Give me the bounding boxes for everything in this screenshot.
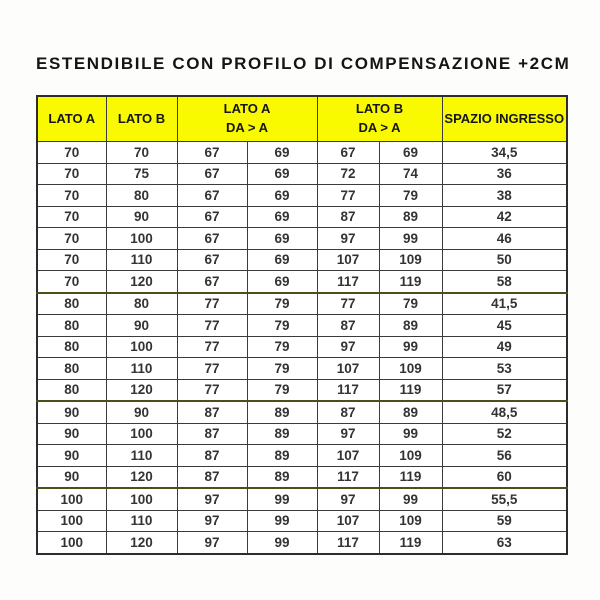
table-row [37, 488, 567, 510]
table-cell: 120 [106, 271, 177, 293]
table-cell: 67 [177, 163, 247, 185]
table-cell: 90 [37, 466, 106, 488]
table-cell: 70 [37, 206, 106, 228]
size-table [36, 95, 568, 555]
table-cell: 74 [379, 163, 442, 185]
header-lato-a-label: LATO A [48, 110, 96, 126]
table-row [37, 336, 567, 358]
table-row [37, 206, 567, 228]
table-cell: 50 [442, 249, 567, 271]
table-cell: 117 [317, 379, 379, 401]
table-cell: 107 [317, 445, 379, 467]
header-lato-a-range-line1: LATO A [223, 101, 271, 117]
table-cell: 110 [106, 510, 177, 532]
table-cell: 80 [37, 293, 106, 315]
table-cell: 119 [379, 379, 442, 401]
table-cell: 100 [106, 488, 177, 510]
table-cell: 90 [106, 401, 177, 423]
table-cell: 69 [247, 206, 317, 228]
table-cell: 87 [317, 315, 379, 337]
table-cell: 120 [106, 532, 177, 554]
table-cell: 79 [379, 185, 442, 207]
table-cell: 87 [177, 466, 247, 488]
table-row [37, 315, 567, 337]
table-cell: 67 [177, 142, 247, 164]
table-cell: 79 [247, 315, 317, 337]
table-header [37, 96, 567, 142]
table-cell: 36 [442, 163, 567, 185]
table-cell: 59 [442, 510, 567, 532]
table-cell: 58 [442, 271, 567, 293]
table-cell: 72 [317, 163, 379, 185]
table-cell: 79 [247, 336, 317, 358]
table-row [37, 293, 567, 315]
table-cell: 69 [247, 228, 317, 250]
table-row [37, 532, 567, 554]
table-cell: 34,5 [442, 142, 567, 164]
table-cell: 89 [247, 401, 317, 423]
table-cell: 117 [317, 466, 379, 488]
table-cell: 100 [37, 532, 106, 554]
table-cell: 89 [247, 423, 317, 445]
table-cell: 63 [442, 532, 567, 554]
table-cell: 41,5 [442, 293, 567, 315]
table-cell: 80 [37, 336, 106, 358]
table-cell: 60 [442, 466, 567, 488]
table-cell: 117 [317, 271, 379, 293]
table-cell: 97 [177, 510, 247, 532]
table-cell: 67 [177, 228, 247, 250]
table-cell: 80 [106, 185, 177, 207]
header-lato-b-label: LATO B [117, 110, 166, 126]
table-cell: 57 [442, 379, 567, 401]
table-cell: 67 [317, 142, 379, 164]
table-row [37, 185, 567, 207]
table-row [37, 510, 567, 532]
table-cell: 77 [177, 336, 247, 358]
table-cell: 80 [37, 379, 106, 401]
table-cell: 55,5 [442, 488, 567, 510]
table-cell: 42 [442, 206, 567, 228]
table-cell: 109 [379, 510, 442, 532]
table-cell: 90 [106, 315, 177, 337]
table-cell: 38 [442, 185, 567, 207]
table-cell: 119 [379, 466, 442, 488]
table-cell: 109 [379, 249, 442, 271]
table-row [37, 401, 567, 423]
table-cell: 77 [177, 293, 247, 315]
table-cell: 90 [37, 401, 106, 423]
table-row [37, 358, 567, 380]
table-cell: 52 [442, 423, 567, 445]
table-cell: 79 [247, 358, 317, 380]
table-cell: 97 [177, 488, 247, 510]
table-cell: 87 [317, 401, 379, 423]
table-cell: 90 [37, 445, 106, 467]
table-cell: 87 [177, 423, 247, 445]
table-cell: 70 [37, 185, 106, 207]
table-cell: 107 [317, 358, 379, 380]
table-cell: 45 [442, 315, 567, 337]
table-cell: 89 [379, 206, 442, 228]
table-row [37, 142, 567, 164]
table-cell: 79 [247, 293, 317, 315]
table-cell: 67 [177, 206, 247, 228]
table-cell: 100 [106, 228, 177, 250]
header-lato-b-range-line1: LATO B [355, 101, 404, 117]
table-cell: 69 [247, 163, 317, 185]
table-cell: 80 [37, 315, 106, 337]
table-cell: 90 [37, 423, 106, 445]
table-row [37, 249, 567, 271]
table-cell: 89 [379, 401, 442, 423]
table-cell: 69 [247, 185, 317, 207]
table-cell: 49 [442, 336, 567, 358]
table-cell: 67 [177, 271, 247, 293]
table-row [37, 228, 567, 250]
table-cell: 99 [247, 510, 317, 532]
header-spazio-ingresso [442, 96, 567, 142]
header-lato-b-range [317, 96, 442, 142]
table-cell: 97 [317, 488, 379, 510]
table-cell: 107 [317, 249, 379, 271]
table-cell: 119 [379, 271, 442, 293]
table-cell: 67 [177, 249, 247, 271]
table-cell: 89 [247, 466, 317, 488]
table-cell: 110 [106, 358, 177, 380]
table-cell: 117 [317, 532, 379, 554]
page-title: ESTENDIBILE CON PROFILO DI COMPENSAZIONE +2CM [36, 54, 571, 73]
header-lato-b [106, 96, 177, 142]
table-cell: 97 [317, 423, 379, 445]
table-cell: 97 [317, 336, 379, 358]
table-cell: 70 [37, 249, 106, 271]
table-cell: 77 [177, 358, 247, 380]
table-cell: 46 [442, 228, 567, 250]
table-cell: 100 [37, 488, 106, 510]
table-cell: 70 [37, 142, 106, 164]
table-cell: 77 [317, 185, 379, 207]
table-cell: 69 [247, 271, 317, 293]
table-cell: 97 [177, 532, 247, 554]
table-cell: 97 [317, 228, 379, 250]
header-lato-a [37, 96, 106, 142]
table-cell: 70 [106, 142, 177, 164]
table-row [37, 271, 567, 293]
table-cell: 48,5 [442, 401, 567, 423]
table-row [37, 423, 567, 445]
table-cell: 70 [37, 163, 106, 185]
table-cell: 120 [106, 466, 177, 488]
table-cell: 110 [106, 249, 177, 271]
table-cell: 77 [177, 379, 247, 401]
table-cell: 69 [247, 249, 317, 271]
table-cell: 100 [37, 510, 106, 532]
table-cell: 75 [106, 163, 177, 185]
table-cell: 79 [379, 293, 442, 315]
table-cell: 87 [177, 445, 247, 467]
table-row [37, 445, 567, 467]
table-cell: 80 [106, 293, 177, 315]
header-row [37, 96, 567, 142]
table-cell: 79 [247, 379, 317, 401]
table-cell: 99 [247, 488, 317, 510]
table-cell: 99 [247, 532, 317, 554]
table-cell: 100 [106, 336, 177, 358]
header-lato-a-range-line2: DA > A [226, 120, 269, 135]
table-cell: 53 [442, 358, 567, 380]
table-row [37, 379, 567, 401]
table-cell: 120 [106, 379, 177, 401]
header-lato-a-range [177, 96, 317, 142]
table-cell: 80 [37, 358, 106, 380]
table-cell: 100 [106, 423, 177, 445]
table-cell: 99 [379, 228, 442, 250]
table-cell: 69 [379, 142, 442, 164]
header-spazio-ingresso-label: SPAZIO INGRESSO [444, 110, 565, 126]
table-cell: 99 [379, 423, 442, 445]
table-cell: 107 [317, 510, 379, 532]
table-body [37, 142, 567, 554]
table-cell: 99 [379, 336, 442, 358]
table-cell: 70 [37, 228, 106, 250]
table-cell: 109 [379, 445, 442, 467]
table-cell: 87 [177, 401, 247, 423]
table-cell: 70 [37, 271, 106, 293]
table-cell: 87 [317, 206, 379, 228]
table-cell: 90 [106, 206, 177, 228]
table-cell: 69 [247, 142, 317, 164]
table-cell: 89 [247, 445, 317, 467]
table-cell: 89 [379, 315, 442, 337]
table-cell: 99 [379, 488, 442, 510]
table-cell: 110 [106, 445, 177, 467]
table-cell: 56 [442, 445, 567, 467]
table-row [37, 466, 567, 488]
table-row [37, 163, 567, 185]
table-cell: 119 [379, 532, 442, 554]
header-lato-b-range-line2: DA > A [358, 120, 401, 135]
table-cell: 77 [317, 293, 379, 315]
table-cell: 109 [379, 358, 442, 380]
table-cell: 77 [177, 315, 247, 337]
table-cell: 67 [177, 185, 247, 207]
